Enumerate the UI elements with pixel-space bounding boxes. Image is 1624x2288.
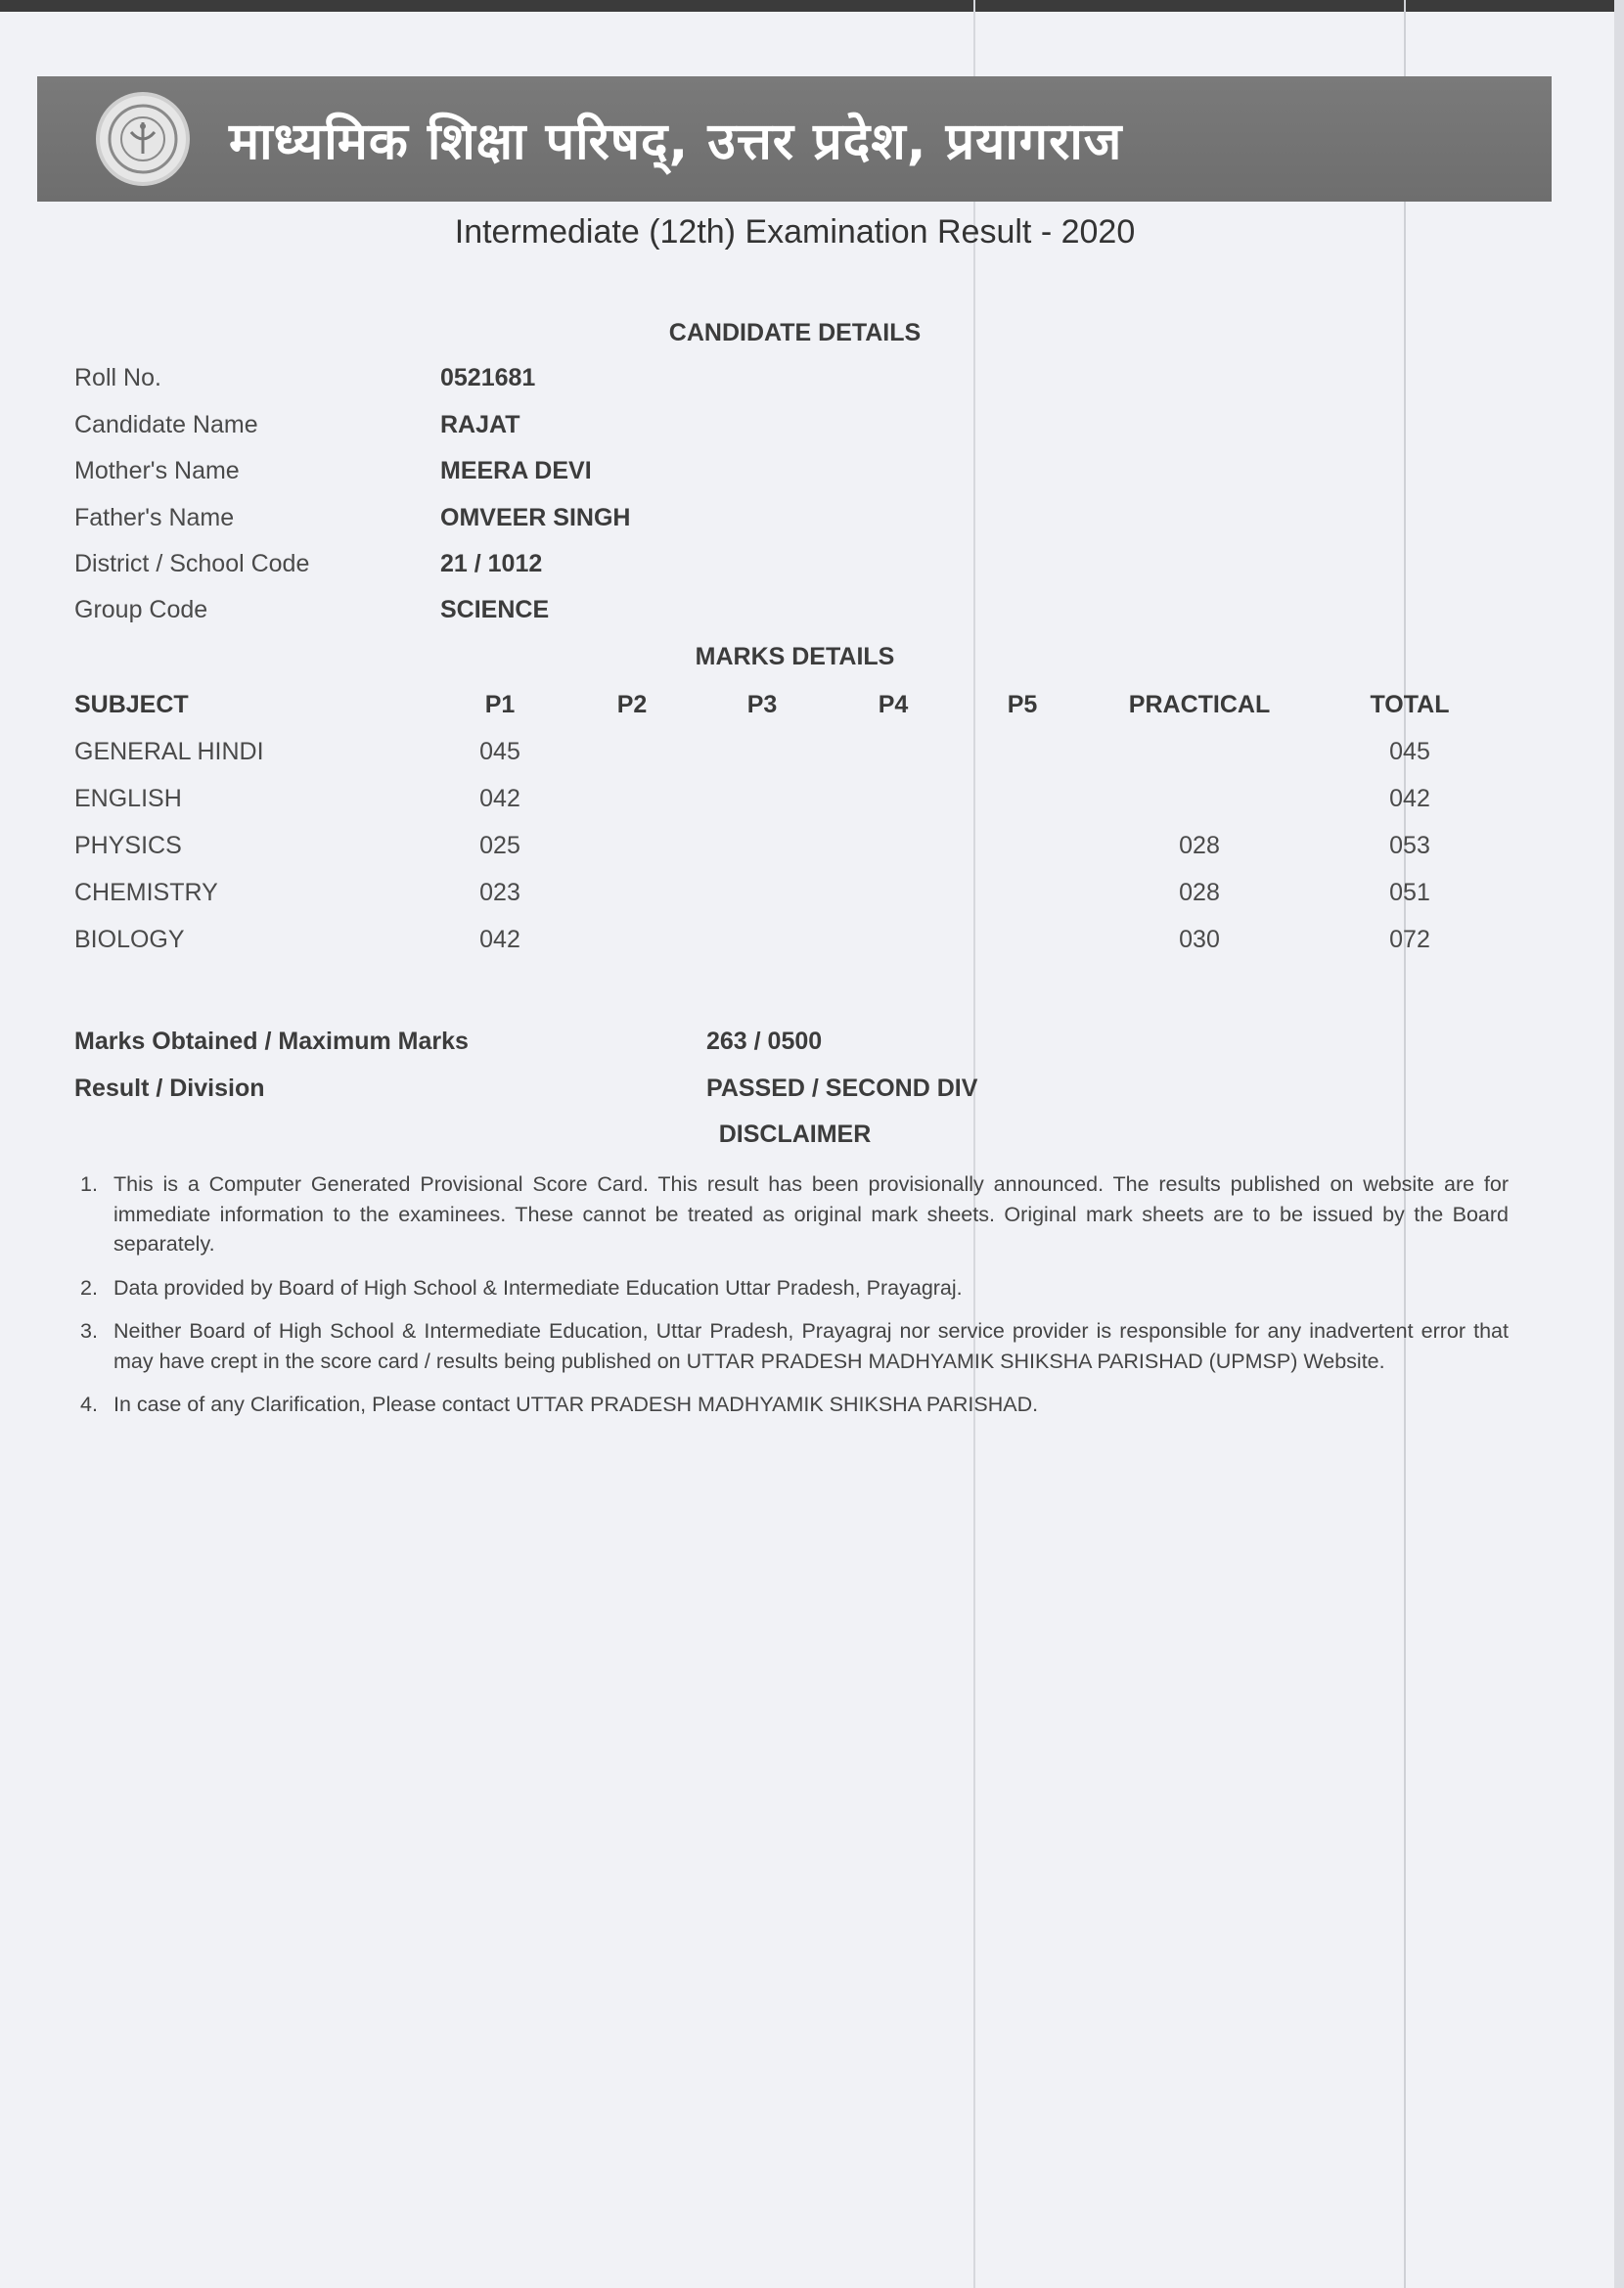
detail-group-code	[74, 596, 549, 635]
board-name: माध्यमिक शिक्षा परिषद्, उत्तर प्रदेश, प्रयागराज	[229, 112, 1123, 171]
detail-label: Mother's Name	[74, 457, 240, 484]
total-cell: 053	[1389, 832, 1430, 859]
table-row	[74, 732, 1473, 779]
disclaimer-number: 1.	[80, 1172, 98, 1196]
detail-value: OMVEER SINGH	[440, 504, 631, 531]
practical-cell: 028	[1179, 832, 1220, 859]
p1-cell: 042	[479, 785, 520, 812]
column-header: SUBJECT	[74, 691, 189, 718]
detail-value: SCIENCE	[440, 596, 550, 623]
disclaimer-item	[80, 1169, 1509, 1259]
detail-value: MEERA DEVI	[440, 457, 592, 484]
scan-edge	[0, 0, 1624, 12]
column-header: P5	[1007, 691, 1038, 718]
total-cell: 051	[1389, 879, 1430, 906]
disclaimer-number: 4.	[80, 1393, 98, 1416]
detail-label: District / School Code	[74, 550, 310, 577]
marks-obtained-label: Marks Obtained / Maximum Marks	[74, 1028, 469, 1055]
marks-obtained-value: 263 / 0500	[706, 1028, 823, 1055]
column-header: P2	[616, 691, 648, 718]
scan-edge	[1614, 0, 1624, 2288]
column-header: TOTAL	[1370, 691, 1450, 718]
detail-candidate-name	[74, 411, 519, 450]
disclaimer-item	[80, 1390, 1509, 1420]
column-header: PRACTICAL	[1128, 691, 1271, 718]
disclaimer-item	[80, 1273, 1509, 1304]
detail-label: Roll No.	[74, 364, 161, 391]
p1-cell: 023	[479, 879, 520, 906]
p1-cell: 025	[479, 832, 520, 859]
candidate-details-heading: CANDIDATE DETAILS	[668, 319, 922, 346]
disclaimer-text: In case of any Clarification, Please contact UTTAR PRADESH MADHYAMIK SHIKSHA PARISHAD.	[113, 1393, 1039, 1416]
total-cell: 072	[1389, 926, 1430, 953]
detail-fathers-name	[74, 504, 630, 543]
table-row	[74, 826, 1473, 873]
exam-title: Intermediate (12th) Examination Result - 2020	[454, 213, 1136, 251]
table-row	[74, 920, 1473, 967]
disclaimer-number: 2.	[80, 1275, 98, 1300]
detail-label: Father's Name	[74, 504, 235, 531]
detail-mothers-name	[74, 457, 592, 496]
disclaimer-text: This is a Computer Generated Provisional Score Card. This result has been provisionally announced. The results published on website are for immediate information to the examinees. These cannot be treated as original mark sheets. Original mark sheets are to be issued by the Board separately.	[113, 1172, 1509, 1256]
marks-table	[74, 685, 1473, 967]
detail-label: Candidate Name	[74, 411, 258, 438]
practical-cell: 030	[1179, 926, 1220, 953]
detail-value: 21 / 1012	[440, 550, 543, 577]
detail-value: RAJAT	[440, 411, 520, 438]
subject-cell: BIOLOGY	[74, 926, 185, 953]
disclaimer-list	[80, 1169, 1509, 1434]
disclaimer-item	[80, 1316, 1509, 1376]
board-banner	[37, 76, 1552, 202]
total-cell: 045	[1389, 738, 1430, 765]
subject-cell: CHEMISTRY	[74, 879, 218, 906]
detail-roll-no	[74, 364, 535, 403]
practical-cell: 028	[1179, 879, 1220, 906]
result-division-label: Result / Division	[74, 1075, 265, 1102]
up-government-seal-icon	[96, 92, 190, 186]
p1-cell: 042	[479, 926, 520, 953]
p1-cell: 045	[479, 738, 520, 765]
subject-cell: ENGLISH	[74, 785, 182, 812]
detail-district-school-code	[74, 550, 542, 589]
column-header: P1	[484, 691, 516, 718]
marks-details-heading: MARKS DETAILS	[695, 643, 895, 670]
marks-header-row	[74, 685, 1473, 732]
table-row	[74, 873, 1473, 920]
table-row	[74, 779, 1473, 826]
detail-label: Group Code	[74, 596, 208, 623]
column-header: P3	[746, 691, 778, 718]
disclaimer-text: Data provided by Board of High School & Intermediate Education Uttar Pradesh, Prayagraj.	[113, 1275, 963, 1300]
disclaimer-heading: DISCLAIMER	[718, 1121, 872, 1148]
subject-cell: GENERAL HINDI	[74, 738, 264, 765]
column-header: P4	[878, 691, 909, 718]
detail-value: 0521681	[440, 364, 536, 391]
result-division-value: PASSED / SECOND DIV	[706, 1075, 978, 1102]
subject-cell: PHYSICS	[74, 832, 182, 859]
disclaimer-number: 3.	[80, 1319, 98, 1343]
disclaimer-text: Neither Board of High School & Intermediate Education, Uttar Pradesh, Prayagraj nor service provider is responsible for any inadvertent error that may have crept in the score card / results being published on UTTAR PRADESH MADHYAMIK SHIKSHA PARISHAD (UPMSP) Website.	[113, 1319, 1509, 1373]
total-cell: 042	[1389, 785, 1430, 812]
